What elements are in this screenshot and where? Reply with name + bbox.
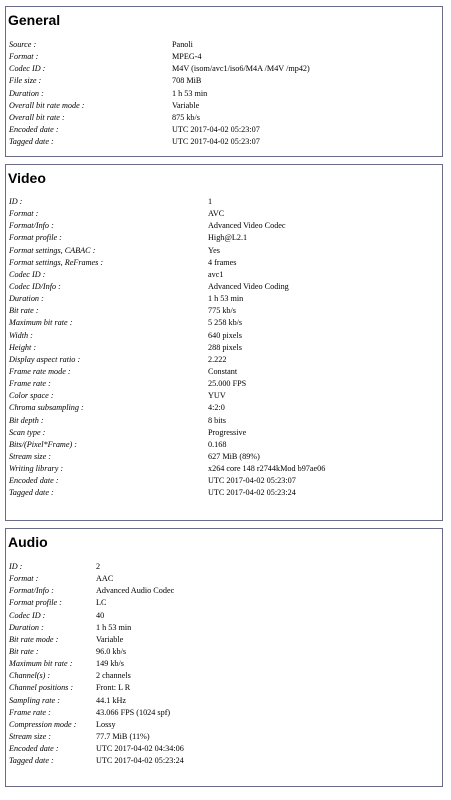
field-label: Width : bbox=[9, 330, 33, 340]
info-row bbox=[6, 573, 442, 585]
field-label: Compression mode : bbox=[9, 719, 77, 729]
info-row bbox=[6, 366, 442, 378]
field-value: x264 core 148 r2744kMod b97ae06 bbox=[208, 464, 326, 474]
info-row bbox=[6, 755, 442, 767]
field-label: Format/Info : bbox=[9, 221, 54, 231]
info-row bbox=[6, 196, 442, 208]
info-row bbox=[6, 743, 442, 755]
info-row bbox=[6, 100, 442, 112]
field-value: 2 bbox=[96, 562, 101, 571]
info-row bbox=[6, 682, 442, 694]
field-label: Bit depth : bbox=[9, 415, 44, 425]
field-value: High@L2.1 bbox=[208, 233, 248, 243]
field-label: Source : bbox=[9, 40, 37, 49]
field-label: Height : bbox=[9, 342, 37, 352]
field-label: Frame rate mode : bbox=[9, 366, 71, 376]
field-label: Frame rate : bbox=[9, 379, 51, 389]
info-row bbox=[6, 378, 442, 390]
field-value: Advanced Audio Codec bbox=[96, 586, 175, 596]
info-row bbox=[6, 88, 442, 100]
info-row bbox=[6, 487, 442, 499]
info-row bbox=[6, 354, 442, 366]
field-label: Overall bit rate : bbox=[9, 112, 65, 122]
field-label: Duration : bbox=[9, 622, 44, 632]
general-section bbox=[5, 6, 443, 157]
field-value: Front: L R bbox=[96, 683, 131, 693]
field-value: UTC 2017-04-02 05:23:07 bbox=[208, 476, 296, 486]
info-row bbox=[6, 305, 442, 317]
field-label: Format profile : bbox=[9, 598, 62, 608]
field-value: Advanced Video Coding bbox=[208, 281, 289, 291]
info-row bbox=[6, 707, 442, 719]
field-label: Scan type : bbox=[9, 427, 46, 437]
field-label: Encoded date : bbox=[9, 476, 59, 486]
info-row bbox=[6, 390, 442, 402]
audio-section bbox=[5, 528, 443, 787]
field-value: 2.222 bbox=[208, 354, 227, 364]
info-row bbox=[6, 257, 442, 269]
info-row bbox=[6, 585, 442, 597]
field-value: 77.7 MiB (11%) bbox=[96, 731, 150, 741]
info-row bbox=[6, 610, 442, 622]
field-label: Chroma subsampling : bbox=[9, 403, 84, 413]
info-row bbox=[6, 622, 442, 634]
info-row bbox=[6, 427, 442, 439]
field-value: Variable bbox=[96, 634, 124, 644]
field-value: 775 kb/s bbox=[208, 306, 236, 316]
field-label: Maximum bit rate : bbox=[9, 318, 73, 328]
info-row bbox=[6, 597, 442, 609]
field-label: Codec ID/Info : bbox=[9, 281, 61, 291]
info-row bbox=[6, 695, 442, 707]
audio-title: Audio bbox=[8, 534, 48, 550]
info-row bbox=[6, 330, 442, 342]
field-value: Variable bbox=[172, 100, 200, 110]
video-section bbox=[5, 164, 443, 521]
field-label: Tagged date : bbox=[9, 756, 54, 766]
field-label: Bit rate : bbox=[9, 306, 39, 316]
field-label: ID : bbox=[9, 562, 23, 571]
info-row bbox=[6, 646, 442, 658]
field-value: 44.1 kHz bbox=[96, 695, 127, 705]
info-row bbox=[6, 561, 442, 573]
info-row bbox=[6, 731, 442, 743]
field-label: Duration : bbox=[9, 294, 44, 304]
field-label: Codec ID : bbox=[9, 269, 46, 279]
field-label: Format profile : bbox=[9, 233, 62, 243]
field-value: avc1 bbox=[208, 269, 224, 279]
field-label: Tagged date : bbox=[9, 137, 54, 147]
field-value: Yes bbox=[208, 245, 220, 255]
field-value: 640 pixels bbox=[208, 330, 242, 340]
info-row bbox=[6, 75, 442, 87]
field-label: Format settings, CABAC : bbox=[9, 245, 96, 255]
info-row bbox=[6, 634, 442, 646]
field-value: UTC 2017-04-02 04:34:06 bbox=[96, 744, 184, 754]
info-row bbox=[6, 220, 442, 232]
info-row bbox=[6, 317, 442, 329]
field-value: AAC bbox=[96, 574, 114, 584]
info-row bbox=[6, 658, 442, 670]
info-row bbox=[6, 719, 442, 731]
field-value: AVC bbox=[208, 209, 225, 219]
field-label: Channel(s) : bbox=[9, 671, 51, 681]
field-value: 4 frames bbox=[208, 257, 237, 267]
field-value: 708 MiB bbox=[172, 76, 202, 86]
field-value: 288 pixels bbox=[208, 342, 242, 352]
field-value: 4:2:0 bbox=[208, 403, 225, 413]
field-label: Encoded date : bbox=[9, 744, 59, 754]
field-label: Maximum bit rate : bbox=[9, 659, 73, 669]
general-title: General bbox=[8, 12, 61, 28]
field-label: Writing library : bbox=[9, 464, 64, 474]
field-label: Overall bit rate mode : bbox=[9, 100, 85, 110]
info-row bbox=[6, 63, 442, 75]
field-value: 25.000 FPS bbox=[208, 379, 247, 389]
field-value: 1 bbox=[208, 197, 213, 206]
info-row bbox=[6, 293, 442, 305]
field-value: UTC 2017-04-02 05:23:07 bbox=[172, 124, 260, 134]
field-value: 149 kb/s bbox=[96, 659, 124, 669]
general-rows bbox=[6, 39, 442, 148]
field-value: 96.0 kb/s bbox=[96, 646, 127, 656]
field-label: Bit rate : bbox=[9, 646, 39, 656]
field-value: LC bbox=[96, 598, 107, 608]
info-row bbox=[6, 124, 442, 136]
field-value: YUV bbox=[208, 391, 226, 401]
field-label: Format : bbox=[9, 574, 39, 584]
field-label: File size : bbox=[9, 76, 42, 86]
field-label: Bit rate mode : bbox=[9, 634, 59, 644]
audio-rows bbox=[6, 561, 442, 767]
info-row bbox=[6, 463, 442, 475]
field-value: 1 h 53 min bbox=[96, 622, 132, 632]
field-value: 40 bbox=[96, 610, 105, 620]
field-value: Constant bbox=[208, 366, 238, 376]
field-label: Frame rate : bbox=[9, 707, 51, 717]
field-label: Stream size : bbox=[9, 451, 51, 461]
video-rows bbox=[6, 196, 442, 500]
field-value: 1 h 53 min bbox=[172, 88, 208, 98]
field-label: Encoded date : bbox=[9, 124, 59, 134]
field-value: M4V (isom/avc1/iso6/M4A /M4V /mp42) bbox=[172, 64, 310, 74]
field-value: MPEG-4 bbox=[172, 52, 202, 62]
field-label: ID : bbox=[9, 197, 23, 206]
field-label: Format settings, ReFrames : bbox=[9, 257, 104, 267]
field-value: Advanced Video Codec bbox=[208, 221, 286, 231]
info-row bbox=[6, 245, 442, 257]
field-label: Stream size : bbox=[9, 731, 51, 741]
field-value: 875 kb/s bbox=[172, 112, 200, 122]
field-value: 0.168 bbox=[208, 439, 227, 449]
field-value: Panoli bbox=[172, 40, 193, 49]
info-row bbox=[6, 136, 442, 148]
info-row bbox=[6, 51, 442, 63]
info-row bbox=[6, 342, 442, 354]
field-value: UTC 2017-04-02 05:23:07 bbox=[172, 137, 260, 147]
info-row bbox=[6, 670, 442, 682]
field-value: Progressive bbox=[208, 427, 247, 437]
info-row bbox=[6, 281, 442, 293]
info-row bbox=[6, 415, 442, 427]
info-row bbox=[6, 232, 442, 244]
info-row bbox=[6, 269, 442, 281]
field-label: Codec ID : bbox=[9, 64, 46, 74]
field-value: UTC 2017-04-02 05:23:24 bbox=[96, 756, 184, 766]
field-label: Format : bbox=[9, 209, 39, 219]
field-value: 1 h 53 min bbox=[208, 294, 244, 304]
field-value: 5 258 kb/s bbox=[208, 318, 243, 328]
field-value: UTC 2017-04-02 05:23:24 bbox=[208, 488, 296, 498]
video-title: Video bbox=[8, 170, 46, 186]
field-value: 627 MiB (89%) bbox=[208, 451, 260, 461]
info-row bbox=[6, 402, 442, 414]
field-label: Format : bbox=[9, 52, 39, 62]
field-label: Bits/(Pixel*Frame) : bbox=[9, 439, 77, 449]
info-row bbox=[6, 112, 442, 124]
field-label: Duration : bbox=[9, 88, 44, 98]
info-row bbox=[6, 439, 442, 451]
info-row bbox=[6, 39, 442, 51]
field-label: Channel positions : bbox=[9, 683, 74, 693]
field-value: 43.066 FPS (1024 spf) bbox=[96, 707, 171, 717]
field-label: Display aspect ratio : bbox=[9, 354, 81, 364]
field-value: Lossy bbox=[96, 719, 116, 729]
info-row bbox=[6, 451, 442, 463]
field-value: 2 channels bbox=[96, 671, 131, 681]
field-value: 8 bits bbox=[208, 415, 226, 425]
field-label: Codec ID : bbox=[9, 610, 46, 620]
field-label: Color space : bbox=[9, 391, 54, 401]
field-label: Tagged date : bbox=[9, 488, 54, 498]
field-label: Format/Info : bbox=[9, 586, 54, 596]
info-row bbox=[6, 475, 442, 487]
info-row bbox=[6, 208, 442, 220]
field-label: Sampling rate : bbox=[9, 695, 60, 705]
